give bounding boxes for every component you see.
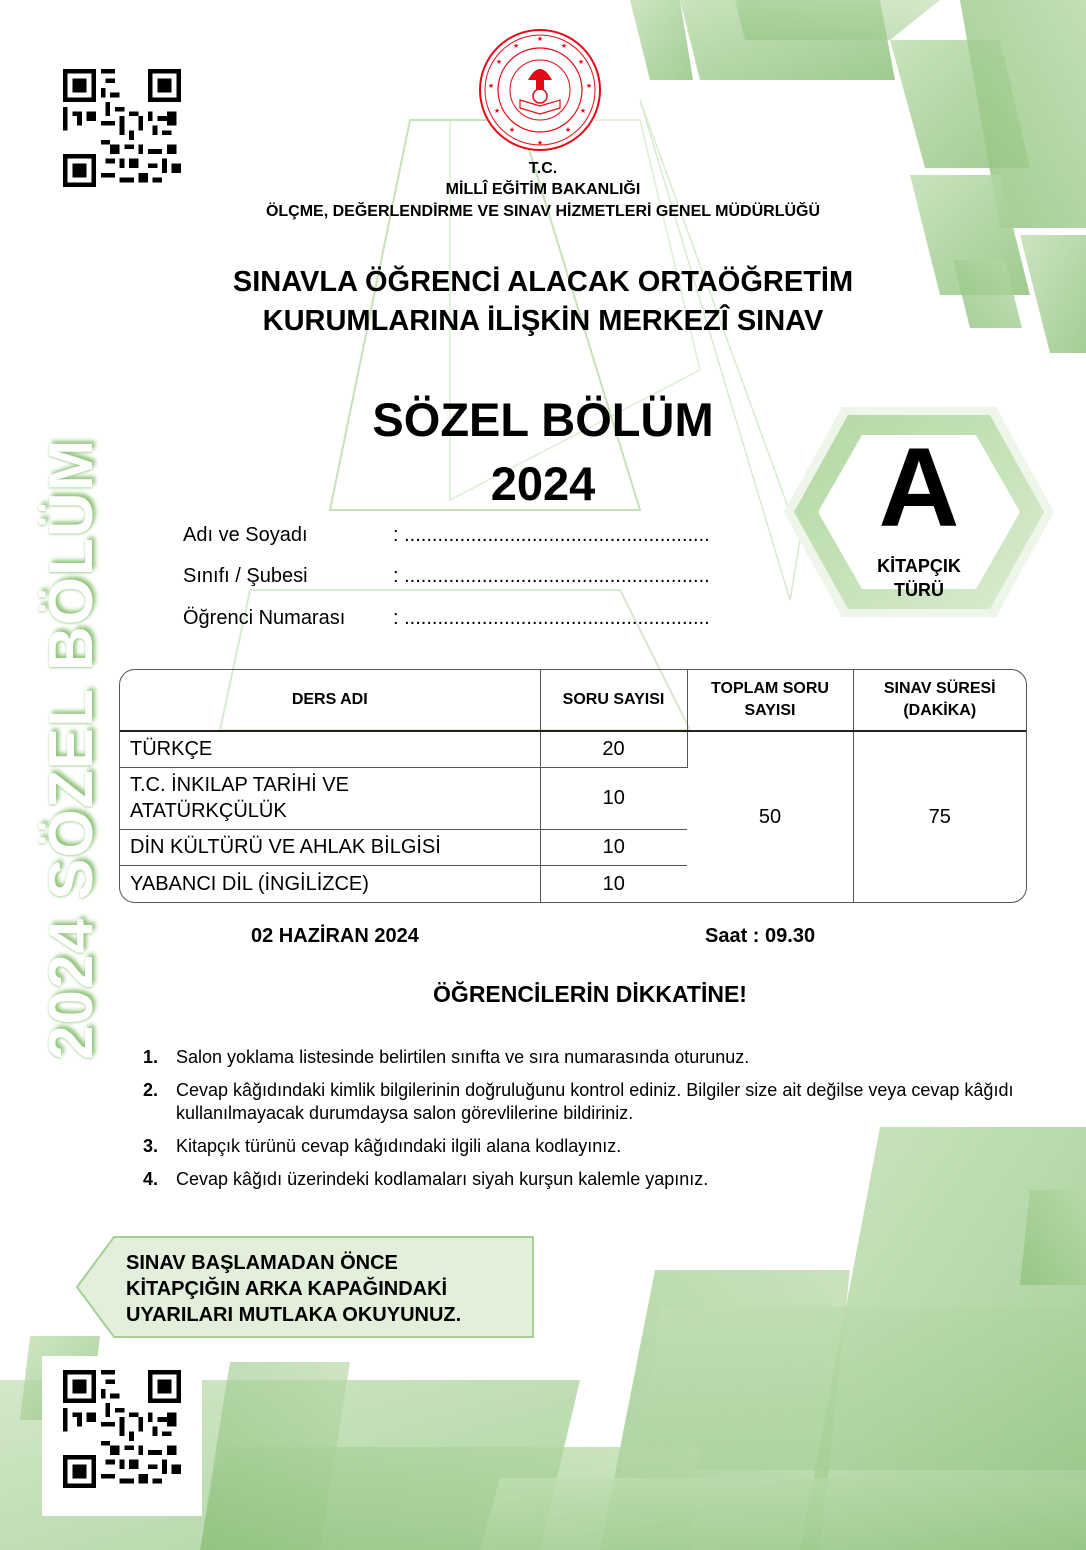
warning-line1: SINAV BAŞLAMADAN ÖNCE [126,1252,398,1274]
subject-cell [120,767,540,829]
header-total-questions [687,670,853,731]
svg-text:★: ★ [487,82,495,90]
name-field[interactable] [183,524,710,547]
header-subject: DERS ADI [120,670,540,731]
header-ministry: MİLLÎ EĞİTİM BAKANLIĞI [445,181,641,198]
student-number-input-line[interactable]: : ....................................................... [393,607,710,629]
name-label: Adı ve Soyadı [183,524,308,546]
item-text: Kitapçık türünü cevap kâğıdındaki ilgili alana kodlayınız. [176,1136,622,1156]
svg-text:★: ★ [495,58,503,66]
count-cell: 10 [540,767,687,829]
item-number: 2. [143,1080,159,1100]
total-questions-cell: 50 [687,731,853,902]
exam-title-line2: KURUMLARINA İLİŞKİN MERKEZÎ SINAV [262,305,824,337]
header-total-line1: TOPLAM SORU [711,680,829,697]
header-directorate: ÖLÇME, DEĞERLENDİRME VE SINAV HİZMETLERİ GENEL MÜDÜRLÜĞÜ [265,203,821,220]
student-number-label: Öğrenci Numarası [183,607,346,629]
subjects-table [119,669,1027,903]
duration-cell: 75 [928,805,951,828]
count-cell: 10 [602,872,625,895]
warning-callout [76,1236,534,1338]
subject-cell: TÜRKÇE [120,731,540,767]
header-duration [853,670,1026,731]
class-field[interactable] [183,565,710,588]
svg-text:★: ★ [512,42,520,50]
count-cell: 20 [540,731,687,767]
svg-text:★: ★ [508,126,516,134]
svg-text:★: ★ [585,82,593,90]
warning-text [126,1250,461,1328]
table-header-row [120,670,1026,731]
item-text: Salon yoklama listesinde belirtilen sınıfta ve sıra numarasında oturunuz. [176,1047,750,1067]
item-number: 4. [143,1169,159,1189]
svg-text:★: ★ [564,126,572,134]
exam-title-line1: SINAVLA ÖĞRENCİ ALACAK ORTAÖĞRETİM [232,266,854,298]
header-total-line2: SAYISI [744,702,796,719]
subject-line2: ATATÜRKÇÜLÜK [130,800,287,823]
subject-cell: YABANCI DİL (İNGİLİZCE) [120,866,540,902]
subject-cell: DİN KÜLTÜRÜ VE AHLAK BİLGİSİ [120,830,540,866]
table-row [120,731,1026,767]
qr-code-icon [63,1370,181,1488]
item-text: Cevap kâğıdındaki kimlik bilgilerinin doğruluğunu kontrol ediniz. Bilgiler size ait değilse veya cevap kâğıdı kullanılmayacak durumdaysa salon görevlilerine bildiriniz. [176,1080,1014,1123]
warning-line3: UYARILARI MUTLAKA OKUYUNUZ. [126,1304,462,1326]
booklet-label-line2: TÜRÜ [894,580,944,600]
side-banner: 2024 SÖZEL BÖLÜM [37,438,106,1060]
name-input-line[interactable]: : ....................................................... [393,524,710,546]
booklet-label-line1: KİTAPÇIK [877,556,961,576]
subject-line1: T.C. İNKILAP TARİHİ VE [130,774,349,797]
exam-time: Saat : 09.30 [705,925,816,947]
svg-text:★: ★ [536,35,544,43]
class-input-line[interactable]: : ....................................................... [393,565,710,587]
item-number: 1. [143,1047,159,1067]
booklet-type-letter: A [878,425,960,550]
svg-text:★: ★ [536,139,544,147]
section-title: SÖZEL BÖLÜM [372,393,714,446]
item-number: 3. [143,1136,159,1156]
class-label: Sınıfı / Şubesi [183,565,308,587]
svg-text:★: ★ [579,107,587,115]
meb-seal-icon [478,28,602,152]
instructions-list [143,1046,1043,1201]
list-item [143,1135,1043,1158]
warning-line2: KİTAPÇIĞIN ARKA KAPAĞINDAKİ [126,1278,448,1300]
exam-date: 02 HAZİRAN 2024 [251,925,419,947]
svg-text:★: ★ [577,58,585,66]
meb-emblem [478,28,602,152]
list-item [143,1046,1043,1069]
instructions-title: ÖĞRENCİLERİN DİKKATİNE! [433,981,747,1007]
svg-text:★: ★ [560,42,568,50]
header-country: T.C. [528,160,558,177]
qr-code-bottom [63,1370,181,1488]
item-text: Cevap kâğıdı üzerindeki kodlamaları siyah kurşun kalemle yapınız. [176,1169,709,1189]
list-item [143,1079,1043,1125]
svg-text:★: ★ [493,107,501,115]
header-duration-line2: (DAKİKA) [903,702,977,719]
header-question-count: SORU SAYISI [540,670,687,731]
student-number-field[interactable] [183,607,710,630]
list-item [143,1168,1043,1191]
count-cell: 10 [540,830,687,866]
section-year: 2024 [490,457,596,510]
header-duration-line1: SINAV SÜRESİ [883,680,996,697]
